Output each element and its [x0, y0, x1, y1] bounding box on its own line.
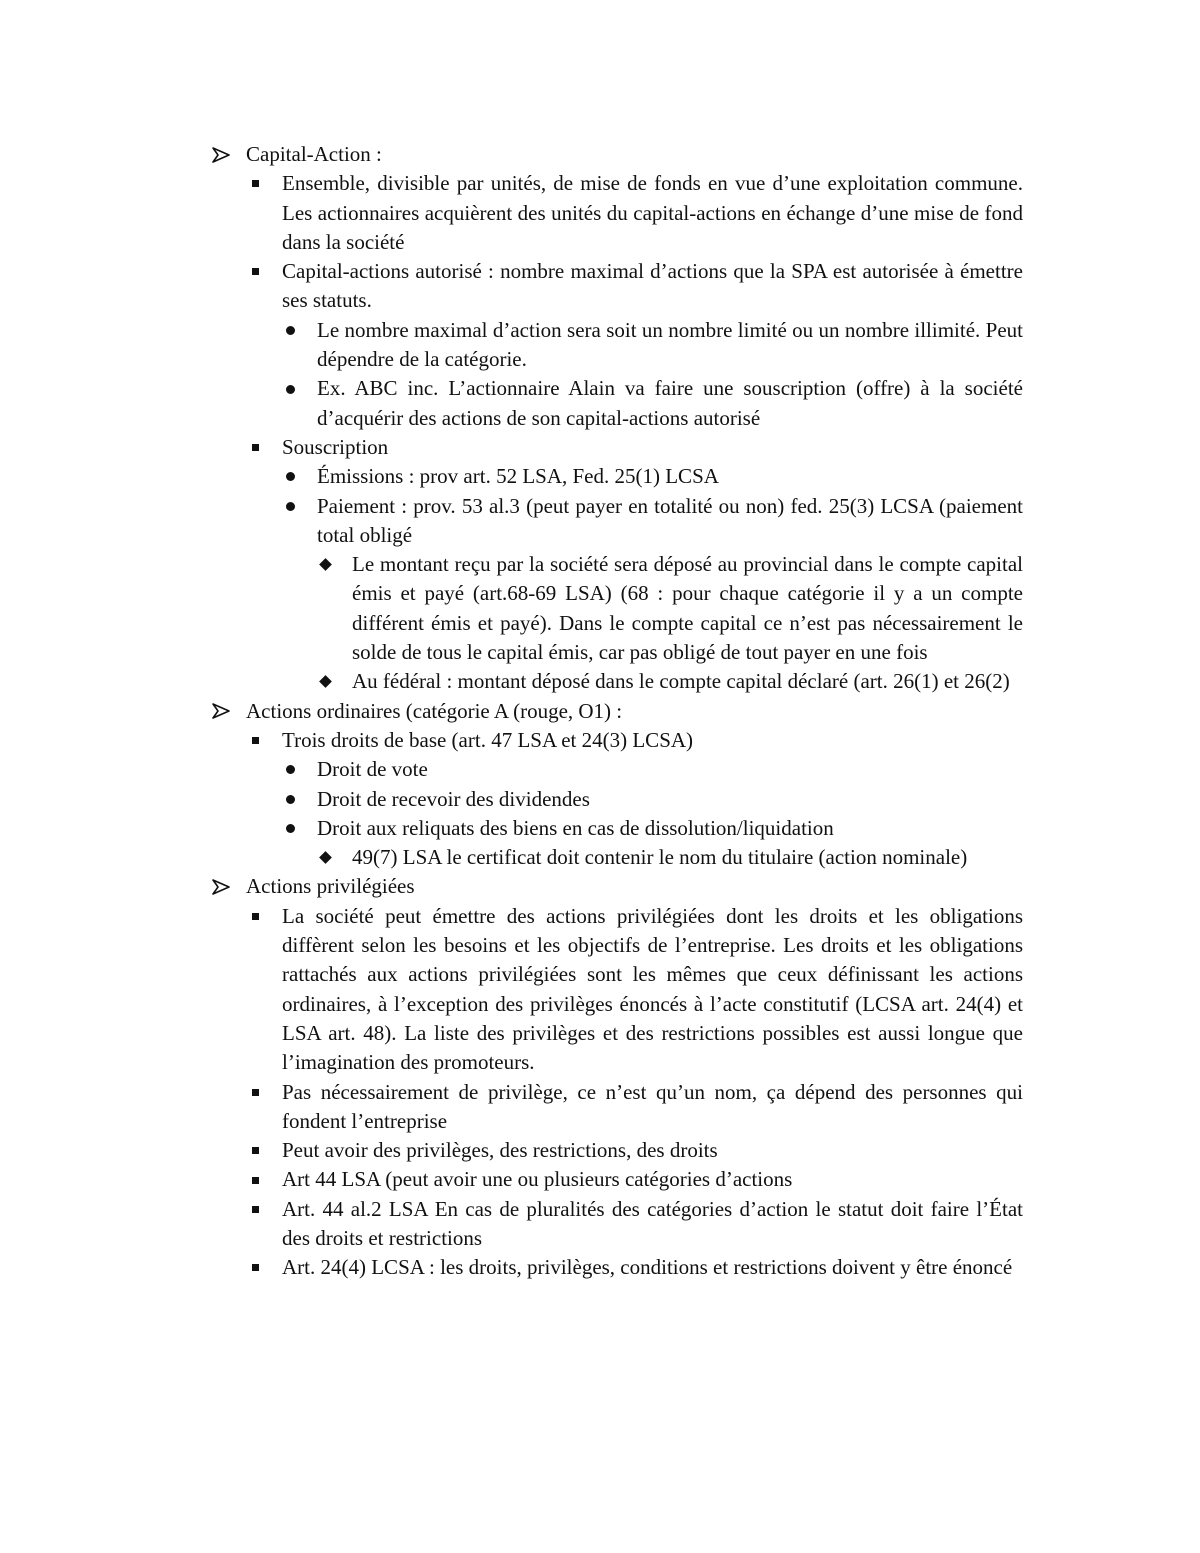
- list-item: [352, 667, 1023, 696]
- list-item-text: Art 44 LSA (peut avoir une ou plusieurs catégories d’actions: [282, 1167, 793, 1192]
- round-bullet-icon: [283, 785, 297, 814]
- list-item: [317, 755, 1023, 784]
- list-item-text: La société peut émettre des actions privilégiées dont les droits et les obligations diffèrent selon les besoins et les objectifs de l’entreprise. Les droits et les obligations rattachés aux actions privilégiées sont les mêmes que ceux définissant les actions ordinaires, à l’exception des privilèges énoncés à l’acte constitutif (LCSA art. 24(4) et LSA art. 48). La liste des privilèges et des restrictions possibles est aussi longue que l’imagination des promoteurs.: [282, 903, 1023, 1075]
- list-item: [317, 814, 1023, 843]
- list-item-text: Trois droits de base (art. 47 LSA et 24(3) LCSA): [282, 727, 694, 752]
- list-item-text: Actions ordinaires (catégorie A (rouge, O1) :: [246, 698, 623, 723]
- list-item: [317, 374, 1023, 433]
- list-item-text: Souscription: [282, 434, 389, 459]
- document-page: [0, 140, 1200, 1283]
- list-item: [317, 462, 1023, 491]
- list-item-text: Art. 24(4) LCSA : les droits, privilèges, conditions et restrictions doivent y être énoncé: [282, 1255, 1013, 1280]
- list-item: [282, 1136, 1023, 1165]
- list-item: [282, 1195, 1023, 1254]
- list-item-text: Pas nécessairement de privilège, ce n’est qu’un nom, ça dépend des personnes qui fondent l’entreprise: [282, 1079, 1023, 1133]
- list-item: [282, 433, 1023, 462]
- list-item: [282, 257, 1023, 316]
- round-bullet-icon: [283, 316, 297, 345]
- list-item-text: Peut avoir des privilèges, des restrictions, des droits: [282, 1138, 718, 1163]
- list-item: [317, 492, 1023, 551]
- square-bullet-icon: [248, 169, 262, 198]
- square-bullet-icon: [248, 1078, 262, 1107]
- list-item-text: Actions privilégiées: [246, 874, 415, 899]
- list-item-text: Capital-actions autorisé : nombre maximal d’actions que la SPA est autorisée à émettre ses statuts.: [282, 259, 1023, 313]
- square-bullet-icon: [248, 726, 262, 755]
- list-item-text: Au fédéral : montant déposé dans le compte capital déclaré (art. 26(1) et 26(2): [352, 669, 1010, 694]
- list-item: [352, 550, 1023, 667]
- list-item: [246, 697, 1023, 726]
- square-bullet-icon: [248, 257, 262, 286]
- list-item: [317, 316, 1023, 375]
- list-item: [282, 1078, 1023, 1137]
- round-bullet-icon: [283, 492, 297, 521]
- list-item-text: Capital-Action :: [246, 142, 382, 166]
- arrow-icon: [210, 140, 232, 169]
- list-item: [282, 1253, 1023, 1282]
- arrow-icon: [210, 697, 232, 726]
- list-item-text: Émissions : prov art. 52 LSA, Fed. 25(1) LCSA: [317, 464, 719, 489]
- list-item: [317, 785, 1023, 814]
- list-item-text: 49(7) LSA le certificat doit contenir le nom du titulaire (action nominale): [352, 845, 968, 870]
- square-bullet-icon: [248, 433, 262, 462]
- square-bullet-icon: [248, 1136, 262, 1165]
- diamond-bullet-icon: [318, 667, 332, 696]
- list-item: [282, 902, 1023, 1078]
- list-item: [246, 872, 1023, 901]
- square-bullet-icon: [248, 902, 262, 931]
- square-bullet-icon: [248, 1165, 262, 1194]
- list-item-text: Le nombre maximal d’action sera soit un nombre limité ou un nombre illimité. Peut dépendre de la catégorie.: [317, 317, 1023, 372]
- square-bullet-icon: [248, 1195, 262, 1224]
- square-bullet-icon: [248, 1253, 262, 1282]
- round-bullet-icon: [283, 814, 297, 843]
- round-bullet-icon: [283, 374, 297, 403]
- list-item: [246, 140, 1023, 169]
- round-bullet-icon: [283, 462, 297, 491]
- list-item-text: Paiement : prov. 53 al.3 (peut payer en totalité ou non) fed. 25(3) LCSA (paiement total obligé: [317, 493, 1023, 547]
- list-item: [282, 169, 1023, 257]
- list-item: [282, 726, 1023, 755]
- list-item: [352, 843, 1023, 872]
- list-item-text: Droit de vote: [317, 757, 428, 782]
- list-item-text: Ensemble, divisible par unités, de mise de fonds en vue d’une exploitation commune. Les actionnaires acquièrent des unités du capital-actions en échange d’une mise de fond dans la société: [282, 171, 1023, 254]
- round-bullet-icon: [283, 755, 297, 784]
- list-item-text: Droit de recevoir des dividendes: [317, 786, 590, 811]
- diamond-bullet-icon: [318, 550, 332, 579]
- list-item-text: Ex. ABC inc. L’actionnaire Alain va faire une souscription (offre) à la société d’acquérir des actions de son capital-actions autorisé: [317, 376, 1023, 430]
- list-item: [282, 1165, 1023, 1194]
- diamond-bullet-icon: [318, 843, 332, 872]
- list-item-text: Droit aux reliquats des biens en cas de dissolution/liquidation: [317, 815, 834, 840]
- list-item-text: Art. 44 al.2 LSA En cas de pluralités des catégories d’action le statut doit faire l’État des droits et restrictions: [282, 1196, 1023, 1250]
- arrow-icon: [210, 872, 232, 901]
- list-item-text: Le montant reçu par la société sera déposé au provincial dans le compte capital émis et payé (art.68-69 LSA) (68 : pour chaque catégorie il y a un compte différent émis et payé). Dans le compte capital ce n’est pas nécessairement le solde de tous le capital émis, car pas obligé de tout payer en une fois: [352, 552, 1023, 665]
